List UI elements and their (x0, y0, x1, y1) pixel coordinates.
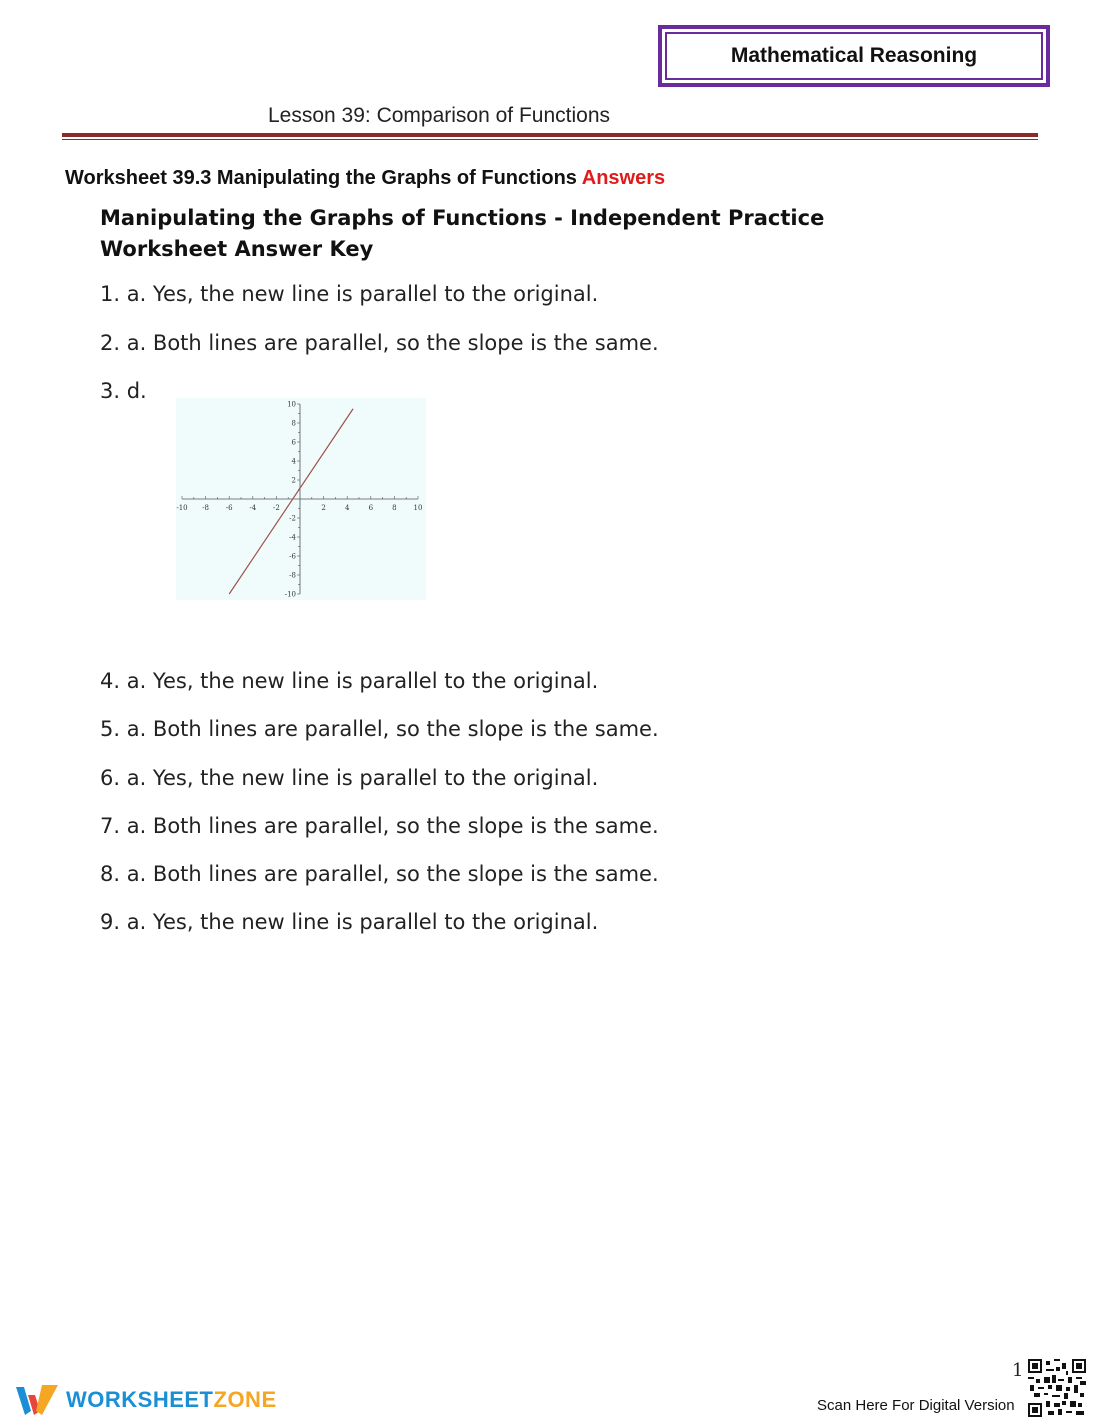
answer-7: 7. a. Both lines are parallel, so the slope is the same. (100, 814, 659, 838)
x-tick-label: -10 (176, 504, 188, 512)
answer-2: 2. a. Both lines are parallel, so the slope is the same. (100, 331, 659, 355)
answer-9: 9. a. Yes, the new line is parallel to the original. (100, 910, 599, 934)
qr-code-icon (1028, 1359, 1086, 1417)
subject-box (658, 25, 1050, 87)
answer-1: 1. a. Yes, the new line is parallel to the original. (100, 282, 599, 306)
worksheet-title (65, 167, 665, 190)
y-tick-label: 2 (291, 476, 296, 485)
x-tick-label: 6 (368, 504, 374, 512)
answer-5: 5. a. Both lines are parallel, so the slope is the same. (100, 717, 659, 741)
answer-6: 6. a. Yes, the new line is parallel to the original. (100, 766, 599, 790)
answer-4: 4. a. Yes, the new line is parallel to the original. (100, 669, 599, 693)
header-rule-thin (62, 139, 1038, 140)
answers-label: Answers (581, 167, 666, 189)
x-tick-label: 4 (344, 504, 350, 512)
answer-key-title (100, 203, 920, 265)
y-tick-label: 10 (287, 400, 296, 409)
logo-text-zone: ZONE (213, 1387, 277, 1412)
x-tick-label: 8 (392, 504, 397, 512)
logo-text-worksheet: WORKSHEET (66, 1387, 214, 1412)
subject-label: Mathematical Reasoning (665, 32, 1043, 80)
worksheetzone-logo (14, 1382, 277, 1418)
x-tick-label: 2 (321, 504, 326, 512)
scan-text: Scan Here For Digital Version (817, 1397, 1015, 1414)
worksheetzone-logo-icon (14, 1383, 60, 1417)
header-rule-thick (62, 133, 1038, 137)
y-tick-label: 8 (291, 419, 296, 428)
answer-key-title-line1: Manipulating the Graphs of Functions - Independent Practice (100, 206, 825, 230)
x-tick-label: -6 (225, 504, 233, 512)
y-tick-label: -10 (284, 590, 296, 599)
x-tick-label: -4 (249, 504, 257, 512)
y-tick-label: 6 (291, 438, 296, 447)
x-tick-label: 10 (413, 504, 423, 512)
line-graph-svg (176, 398, 426, 600)
y-tick-label: 4 (291, 457, 296, 466)
answer-key-title-line2: Worksheet Answer Key (100, 237, 374, 261)
worksheet-title-text: Worksheet 39.3 Manipulating the Graphs of Functions (65, 167, 577, 189)
y-tick-label: -4 (289, 533, 296, 542)
x-tick-label: -2 (272, 504, 280, 512)
y-tick-label: -6 (289, 552, 296, 561)
answer-8: 8. a. Both lines are parallel, so the slope is the same. (100, 862, 659, 886)
page-number: 1 (1012, 1360, 1024, 1381)
y-tick-label: -2 (289, 514, 296, 523)
y-tick-label: -8 (289, 571, 296, 580)
lesson-title: Lesson 39: Comparison of Functions (268, 104, 611, 127)
answer-3: 3. d. (100, 379, 147, 403)
worksheetzone-logo-text (66, 1387, 277, 1413)
x-tick-label: -8 (202, 504, 210, 512)
line-graph (176, 398, 426, 600)
